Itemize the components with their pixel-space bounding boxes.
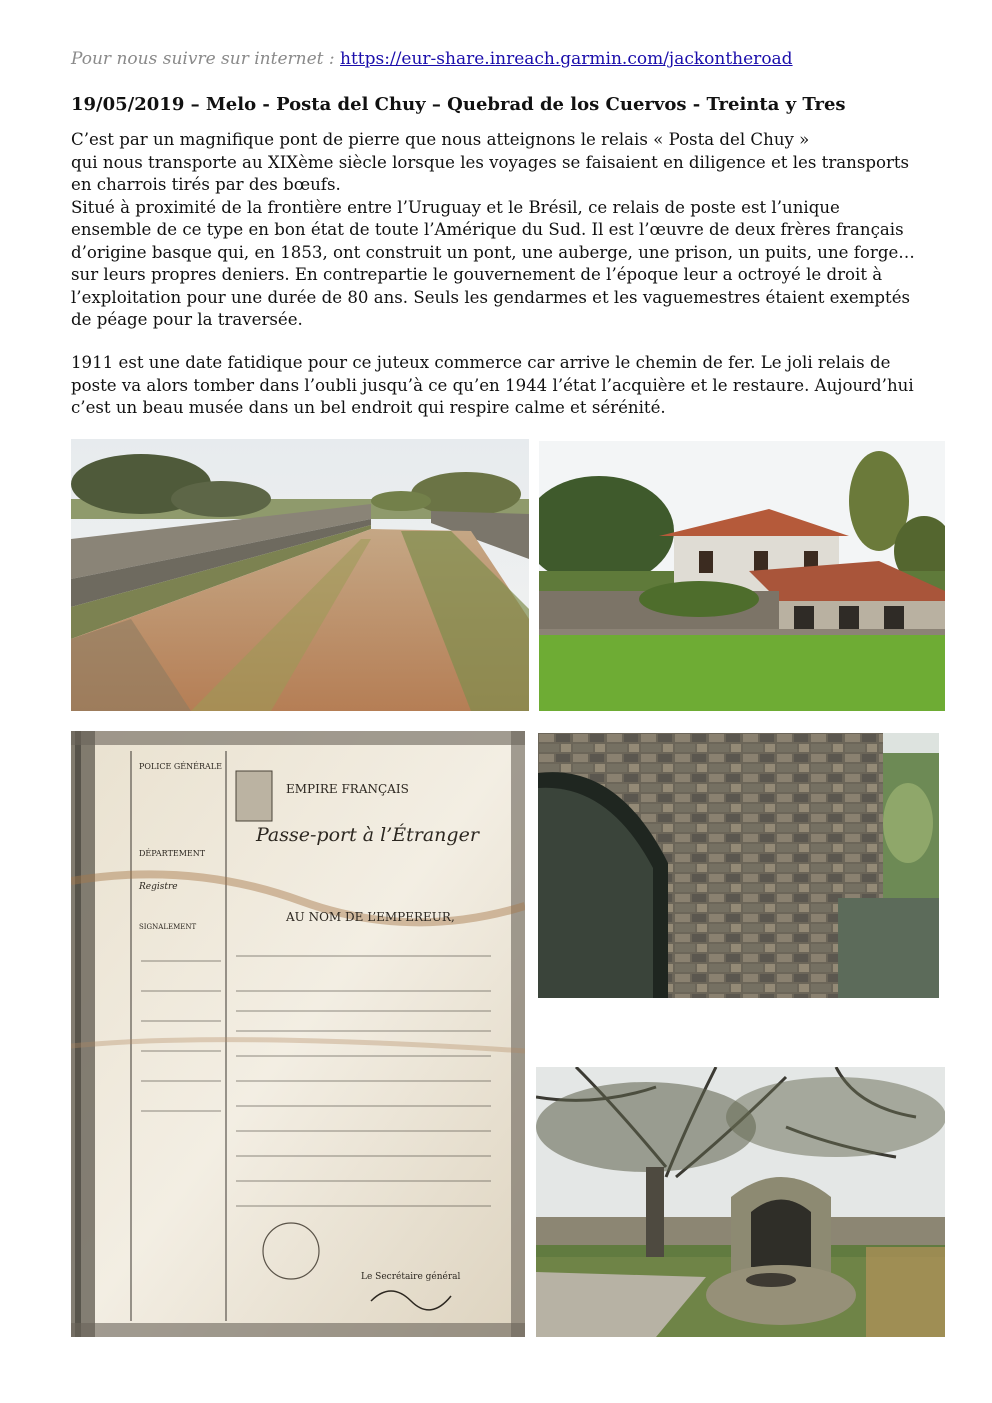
passport-police-label: POLICE GÉNÉRALE	[139, 762, 222, 771]
passport-heading: Passe-port à l’Étranger	[256, 824, 479, 846]
paragraph-line: Situé à proximité de la frontière entre l’Uruguay et le Brésil, ce relais de poste est l’unique	[71, 197, 840, 217]
follow-line	[71, 47, 793, 71]
passport-au-nom-label: AU NOM DE L’EMPEREUR,	[286, 910, 455, 924]
paragraph-line: d’origine basque qui, en 1853, ont construit un pont, une auberge, une prison, un puits, une forge…	[71, 242, 915, 262]
paragraph-line: 1911 est une date fatidique pour ce juteux commerce car arrive le chemin de fer. Le joli relais de	[71, 353, 891, 372]
paragraph-line: de péage pour la traversée.	[71, 310, 303, 329]
tracking-link[interactable]: https://eur-share.inreach.garmin.com/jackontheroad	[340, 49, 793, 69]
follow-label: Pour nous suivre sur internet :	[71, 49, 335, 69]
bridge-arch-photo	[538, 733, 939, 998]
paragraph-line: sur leurs propres deniers. En contrepartie le gouvernement de l’époque leur a octroyé le droit à	[71, 265, 883, 284]
passport-secretaire-label: Le Secrétaire général	[361, 1272, 461, 1282]
paragraph-line: l’exploitation pour une durée de 80 ans. Seuls les gendarmes et les vaguemestres étaient exemptés	[71, 287, 911, 307]
passport-empire-label: EMPIRE FRANÇAIS	[286, 782, 409, 796]
page-title: 19/05/2019 – Melo - Posta del Chuy – Quebrad de los Cuervos - Treinta y Tres	[71, 94, 846, 115]
passport-signalement-label: SIGNALEMENT	[139, 923, 197, 931]
paragraph-2	[71, 352, 951, 420]
passport-departement-label: DÉPARTEMENT	[139, 849, 206, 858]
passport-registre-label: Registre	[139, 882, 178, 892]
paragraph-line: C’est par un magnifique pont de pierre que nous atteignons le relais « Posta del Chuy »	[71, 130, 810, 149]
paragraph-line: c’est un beau musée dans un bel endroit qui respire calme et sérénité.	[71, 398, 666, 417]
passport-document-photo	[71, 731, 525, 1337]
posta-house-photo	[539, 441, 945, 711]
stone-well-photo	[536, 1067, 945, 1337]
paragraph-line: qui nous transporte au XIXème siècle lorsque les voyages se faisaient en diligence et les transports	[71, 152, 910, 172]
paragraph-line: en charrois tirés par des bœufs.	[71, 175, 341, 194]
paragraph-1	[71, 129, 951, 332]
paragraph-line: ensemble de ce type en bon état de toute l’Amérique du Sud. Il est l’œuvre de deux frères français	[71, 220, 904, 239]
paragraph-line: poste va alors tomber dans l’oubli jusqu’à ce qu’en 1944 l’état l’acquière et le restaure. Aujourd’hui	[71, 375, 914, 395]
bridge-road-photo	[71, 439, 529, 711]
